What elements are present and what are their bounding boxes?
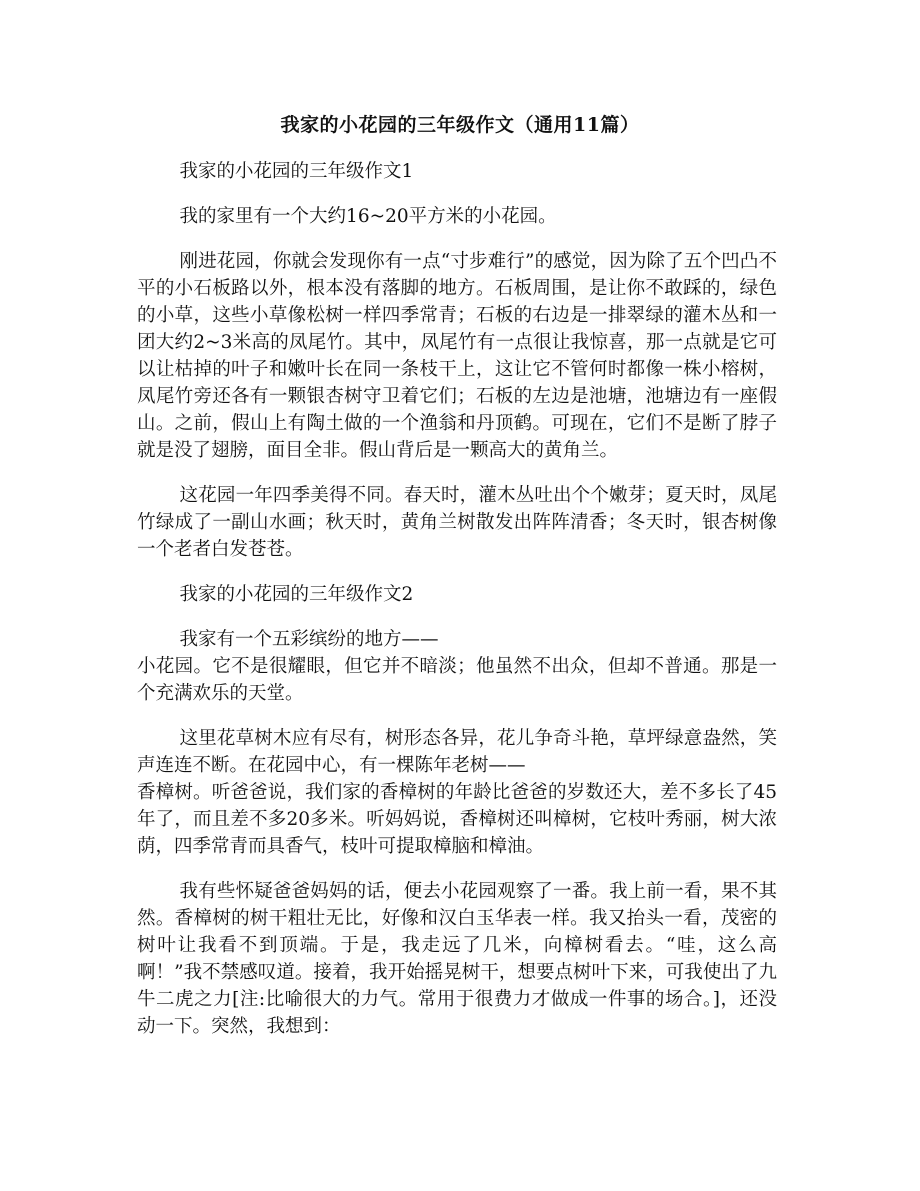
paragraph-camphor-tree-rest: 香樟树。听爸爸说，我们家的香樟树的年龄比爸爸的岁数还大，差不多长了45年了，而且差不多20多米。听妈妈说，香樟树还叫樟树，它枝叶秀丽，树大浓荫，四季常青而具香气，枝叶可提取樟脑和樟油。 (137, 782, 777, 857)
document-body (137, 158, 777, 1058)
document-title: 我家的小花园的三年级作文（通用11篇） (280, 114, 640, 136)
paragraph-observation: 我有些怀疑爸爸妈妈的话，便去小花园观察了一番。我上前一看，果不其然。香樟树的树干粗壮无比，好像和汉白玉华表一样。我又抬头一看，茂密的树叶让我看不到顶端。于是，我走远了几米，向樟树看去。“哇，这么高啊！”我不禁感叹道。接着，我开始摇晃树干，想要点树叶下来，可我使出了九牛二虎之力[注:比喻很大的力气。常用于很费力才做成一件事的场合。]，还没动一下。突然，我想到： (137, 881, 777, 1037)
paragraph-garden-size: 我的家里有一个大约16~20平方米的小花园。 (179, 206, 557, 227)
paragraph-colorful-place (137, 626, 777, 707)
paragraph-garden-description: 刚进花园，你就会发现你有一点“寸步难行”的感觉，因为除了五个凹凸不平的小石板路以外，根本没有落脚的地方。石板周围，是让你不敢踩的，绿色的小草，这些小草像松树一样四季常青；石板的右边是一排翠绿的灌木丛和一团大约2~3米高的凤尾竹。其中，凤尾竹有一点很让我惊喜，那一点就是它可以让枯掉的叶子和嫩叶长在同一条枝干上，这让它不管何时都像一株小榕树，凤尾竹旁还各有一颗银杏树守卫着它们；石板的左边是池塘，池塘边有一座假山。之前，假山上有陶土做的一个渔翁和丹顶鹤。可现在，它们不是断了脖子就是没了翅膀，面目全非。假山背后是一颗高大的黄角兰。 (137, 251, 777, 461)
paragraph-colorful-place-rest: 小花园。它不是很耀眼，但它并不暗淡；他虽然不出众，但却不普通。那是一个充满欢乐的天堂。 (137, 656, 777, 704)
paragraph-camphor-tree (137, 725, 777, 860)
paragraph-four-seasons: 这花园一年四季美得不同。春天时，灌木丛吐出个个嫩芽；夏天时，凤尾竹绿成了一副山水画；秋天时，黄角兰树散发出阵阵清香；冬天时，银杏树像一个老者白发苍苍。 (137, 485, 777, 560)
section-heading-2: 我家的小花园的三年级作文2 (179, 584, 414, 605)
paragraph-colorful-place-line1: 我家有一个五彩缤纷的地方—— (179, 629, 439, 650)
paragraph-camphor-tree-line1: 这里花草树木应有尽有，树形态各异，花儿争奇斗艳，草坪绿意盎然，笑声连连不断。在花园中心，有一棵陈年老树—— (137, 728, 777, 776)
section-heading-1: 我家的小花园的三年级作文1 (179, 161, 414, 182)
